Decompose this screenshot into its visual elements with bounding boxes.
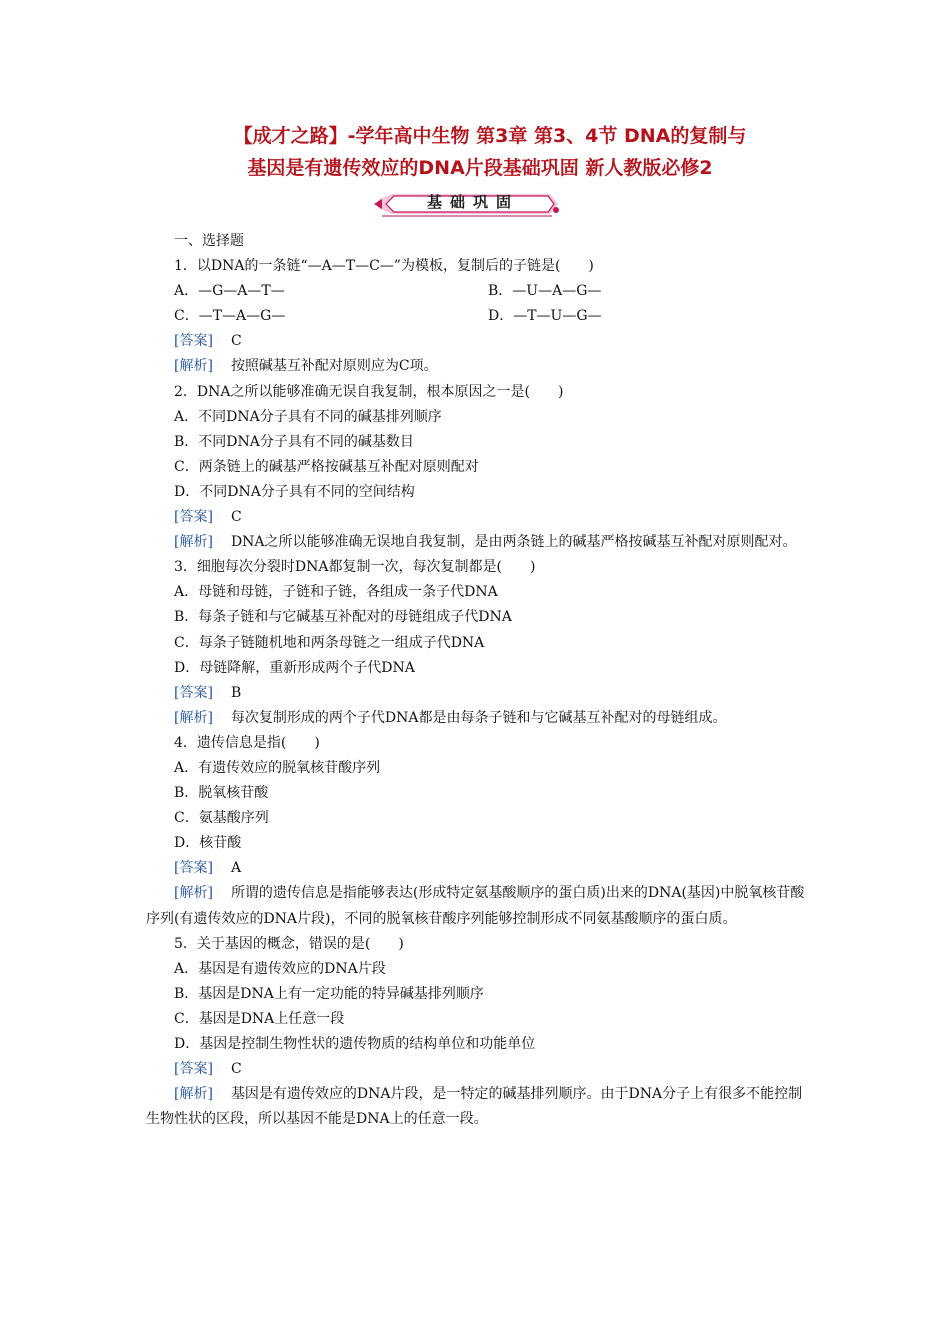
section-heading: 一、选择题	[174, 233, 244, 249]
option-d: D．—T—U—G—	[488, 308, 602, 325]
option-d: D．母链降解，重新形成两个子代DNA	[174, 659, 415, 676]
option-c: C．两条链上的碱基严格按碱基互补配对原则配对	[174, 458, 479, 475]
question-stem: 1．以DNA的一条链“—A—T—C—”为模板，复制后的子链是( )	[174, 258, 594, 275]
option-b: B．脱氧核苷酸	[174, 785, 269, 802]
answer-label: [答案]	[174, 1061, 213, 1078]
option-c: C．基因是DNA上任意一段	[174, 1010, 345, 1027]
answer-value: A	[230, 860, 242, 877]
option-row	[146, 279, 810, 304]
option-b: B．—U—A—G—	[488, 283, 602, 300]
analysis-text: 每次复制形成的两个子代DNA都是由每条子链和与它碱基互补配对的母链组成。	[230, 709, 727, 726]
answer-label: [答案]	[174, 684, 213, 701]
option-a: A．有遗传效应的脱氧核苷酸序列	[174, 759, 381, 776]
analysis-label: [解析]	[174, 534, 213, 551]
answer-line	[146, 505, 810, 530]
answer-line	[146, 681, 810, 706]
option-row	[146, 304, 810, 329]
analysis-text: DNA之所以能够准确无误地自我复制，是由两条链上的碱基严格按碱基互补配对原则配对。	[230, 534, 797, 551]
answer-label: [答案]	[174, 333, 213, 350]
analysis-label: [解析]	[174, 885, 213, 902]
answer-value: C	[230, 333, 242, 350]
option-d: D．核苷酸	[174, 835, 242, 852]
analysis-text: 按照碱基互补配对原则应为C项。	[230, 358, 438, 375]
question-stem: 4．遗传信息是指( )	[174, 734, 320, 751]
question-stem: 5．关于基因的概念，错误的是( )	[174, 935, 404, 952]
answer-line	[146, 1057, 810, 1082]
answer-value: B	[230, 684, 242, 701]
analysis-line	[146, 706, 810, 731]
option-b: B．每条子链和与它碱基互补配对的母链组成子代DNA	[174, 609, 512, 626]
analysis-label: [解析]	[174, 1086, 213, 1103]
answer-value: C	[230, 509, 242, 526]
answer-value: C	[230, 1061, 242, 1078]
analysis-text: 基因是有遗传效应的DNA片段，是一特定的碱基排列顺序。由于DNA分子上有很多不能控制生物性状的区段，所以基因不能是DNA上的任意一段。	[146, 1086, 803, 1128]
question-list	[146, 229, 810, 1132]
analysis-line	[146, 1082, 810, 1132]
answer-line	[146, 329, 810, 354]
analysis-text: 所谓的遗传信息是指能够表达(形成特定氨基酸顺序的蛋白质)出来的DNA(基因)中脱氧核苷酸序列(有遗传效应的DNA片段)，不同的脱氧核苷酸序列能够控制形成不同氨基酸顺序的蛋白质。	[146, 885, 805, 927]
option-c: C．氨基酸序列	[174, 810, 269, 827]
analysis-line	[146, 354, 810, 379]
banner-label: 基础巩固	[426, 193, 519, 211]
option-a: A．不同DNA分子具有不同的碱基排列顺序	[174, 408, 442, 425]
answer-line	[146, 856, 810, 881]
answer-label: [答案]	[174, 860, 213, 877]
document-title-line-2: 基因是有遗传效应的DNA片段基础巩固 新人教版必修2	[247, 157, 713, 179]
option-a: A．基因是有遗传效应的DNA片段	[174, 960, 386, 977]
analysis-line	[146, 530, 810, 555]
option-b: B．基因是DNA上有一定功能的特异碱基排列顺序	[174, 985, 484, 1002]
question-stem: 2．DNA之所以能够准确无误自我复制，根本原因之一是( )	[174, 383, 564, 400]
option-a: A．—G—A—T—	[174, 283, 285, 300]
analysis-label: [解析]	[174, 709, 213, 726]
option-d: D．不同DNA分子具有不同的空间结构	[174, 483, 415, 500]
option-a: A．母链和母链，子链和子链，各组成一条子代DNA	[174, 584, 498, 601]
option-c: C．—T—A—G—	[174, 308, 286, 325]
option-c: C．每条子链随机地和两条母链之一组成子代DNA	[174, 634, 485, 651]
question-stem: 3．细胞每次分裂时DNA都复制一次，每次复制都是( )	[174, 559, 536, 576]
option-b: B．不同DNA分子具有不同的碱基数目	[174, 433, 414, 450]
option-d: D．基因是控制生物性状的遗传物质的结构单位和功能单位	[174, 1036, 536, 1052]
answer-label: [答案]	[174, 509, 213, 526]
document-title-line-1: 【成才之路】-学年高中生物 第3章 第3、4节 DNA的复制与	[233, 125, 747, 147]
analysis-label: [解析]	[174, 358, 213, 375]
analysis-line	[146, 881, 810, 931]
